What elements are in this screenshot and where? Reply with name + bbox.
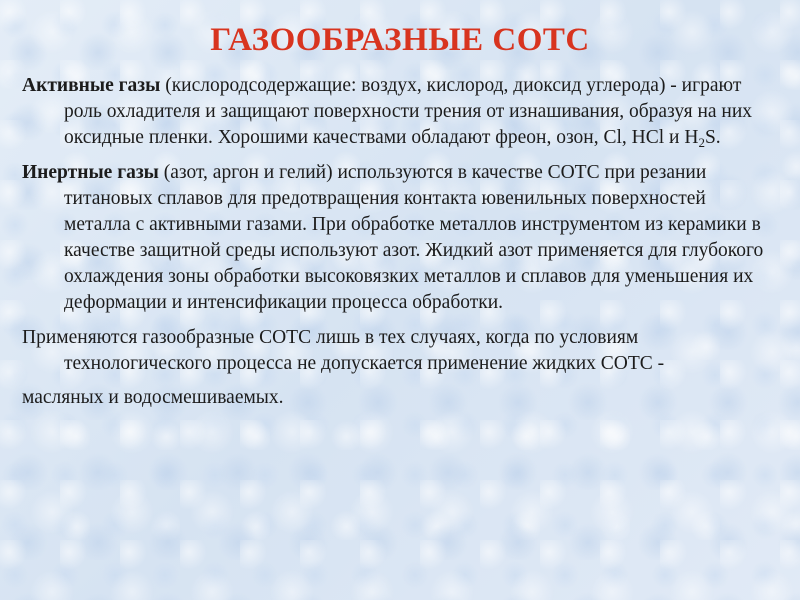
active-gases-text-end: S. <box>704 127 721 148</box>
slide-title: ГАЗООБРАЗНЫЕ СОТС <box>210 22 590 58</box>
inert-gases-text: (азот, аргон и гелий) используются в качестве СОТС при резании титановых сплавов для предотвращения контакта ювенильных поверхностей металла с активными газами. При обработке металлов инструментом из керамики в качестве защитной среды используют азот. Жидкий азот применяется для глубокого охлаждения зоны обработки высоковязких металлов и сплавов для уменьшения их деформации и интенсификации процесса обработки. <box>64 162 764 313</box>
paragraph-application <box>22 325 774 411</box>
term-inert-gases: Инертные газы <box>22 162 159 183</box>
application-text: Применяются газообразные СОТС лишь в тех случаях, когда по условиям технологического процесса не допускается применение жидких СОТС - <box>22 327 665 374</box>
active-gases-text: (кислородсодержащие: воздух, кислород, диоксид углерода) - играют роль охладителя и защищают поверхности трения от изнашивания, образуя на них оксидные пленки. Хорошими качествами обладают фреон, озон, Cl, HCl и H <box>64 75 753 148</box>
term-active-gases: Активные газы <box>22 75 161 96</box>
application-text-last: масляных и водосмешиваемых. <box>22 387 284 408</box>
paragraph-inert-gases <box>22 160 774 316</box>
h2s-subscript: 2 <box>698 135 705 150</box>
paragraph-active-gases <box>22 73 774 151</box>
slide-body <box>22 73 774 420</box>
